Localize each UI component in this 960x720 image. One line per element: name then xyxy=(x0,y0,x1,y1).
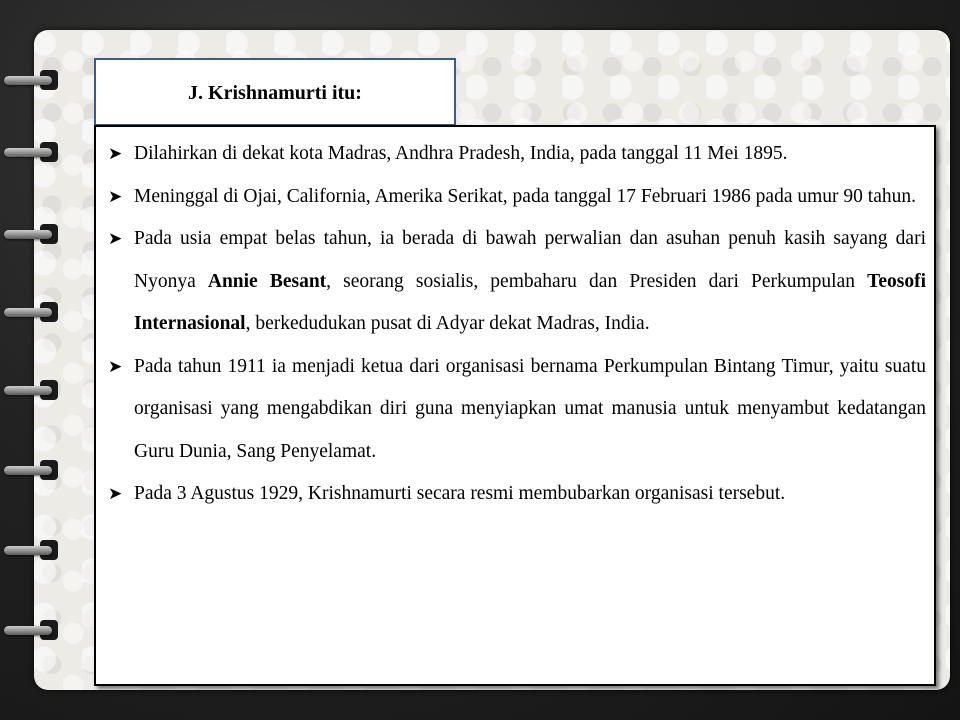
arrowhead-bullet-icon: ➤ xyxy=(108,186,123,206)
bullet-text: , seorang sosialis, pembaharu dan Presiden dari Perkumpulan xyxy=(326,270,868,292)
spiral-ring-icon xyxy=(4,140,58,164)
bullet-text: Dilahirkan di dekat kota Madras, Andhra Pradesh, India, pada tanggal 11 Mei 1895. xyxy=(134,143,788,164)
spiral-ring-icon xyxy=(4,378,58,402)
title-box xyxy=(94,58,456,126)
spiral-ring-icon xyxy=(4,68,58,92)
spiral-ring-icon xyxy=(4,618,58,642)
bullet-text: , berkedudukan pusat di Adyar dekat Madras, India. xyxy=(245,313,650,334)
arrowhead-bullet-icon: ➤ xyxy=(108,144,123,163)
bold-name-annie-besant: Annie Besant xyxy=(207,270,327,292)
list-item xyxy=(106,133,926,176)
bold-name-teosofi: Teosofi Internasional xyxy=(134,270,926,334)
list-item xyxy=(106,346,926,474)
bullet-text: Pada usia empat belas tahun, ia berada di bawah perwalian dan asuhan penuh kasih sayang dari Nyonya xyxy=(134,228,926,292)
content-box xyxy=(94,125,936,686)
spiral-ring-icon xyxy=(4,538,58,562)
list-item xyxy=(106,473,926,516)
arrowhead-bullet-icon: ➤ xyxy=(108,356,123,376)
spiral-ring-icon xyxy=(4,222,58,246)
bullet-list xyxy=(106,133,926,516)
list-item xyxy=(106,218,926,346)
spiral-ring-icon xyxy=(4,300,58,324)
list-item xyxy=(106,176,926,219)
spiral-ring-icon xyxy=(4,458,58,482)
arrowhead-bullet-icon: ➤ xyxy=(108,229,123,248)
bullet-text: Pada 3 Agustus 1929, Krishnamurti secara resmi membubarkan organisasi tersebut. xyxy=(134,483,786,504)
bullet-text: Pada tahun 1911 ia menjadi ketua dari organisasi bernama Perkumpulan Bintang Timur, yaitu suatu organisasi yang mengabdikan diri guna menyiapkan umat manusia untuk menyambut kedatangan Guru Dunia, Sang Penyelamat. xyxy=(134,355,926,462)
slide-title: J. Krishnamurti itu: xyxy=(188,82,362,104)
arrowhead-bullet-icon: ➤ xyxy=(108,484,123,503)
bullet-text: Meninggal di Ojai, California, Amerika Serikat, pada tanggal 17 Februari 1986 pada umur 90 tahun. xyxy=(134,185,916,207)
